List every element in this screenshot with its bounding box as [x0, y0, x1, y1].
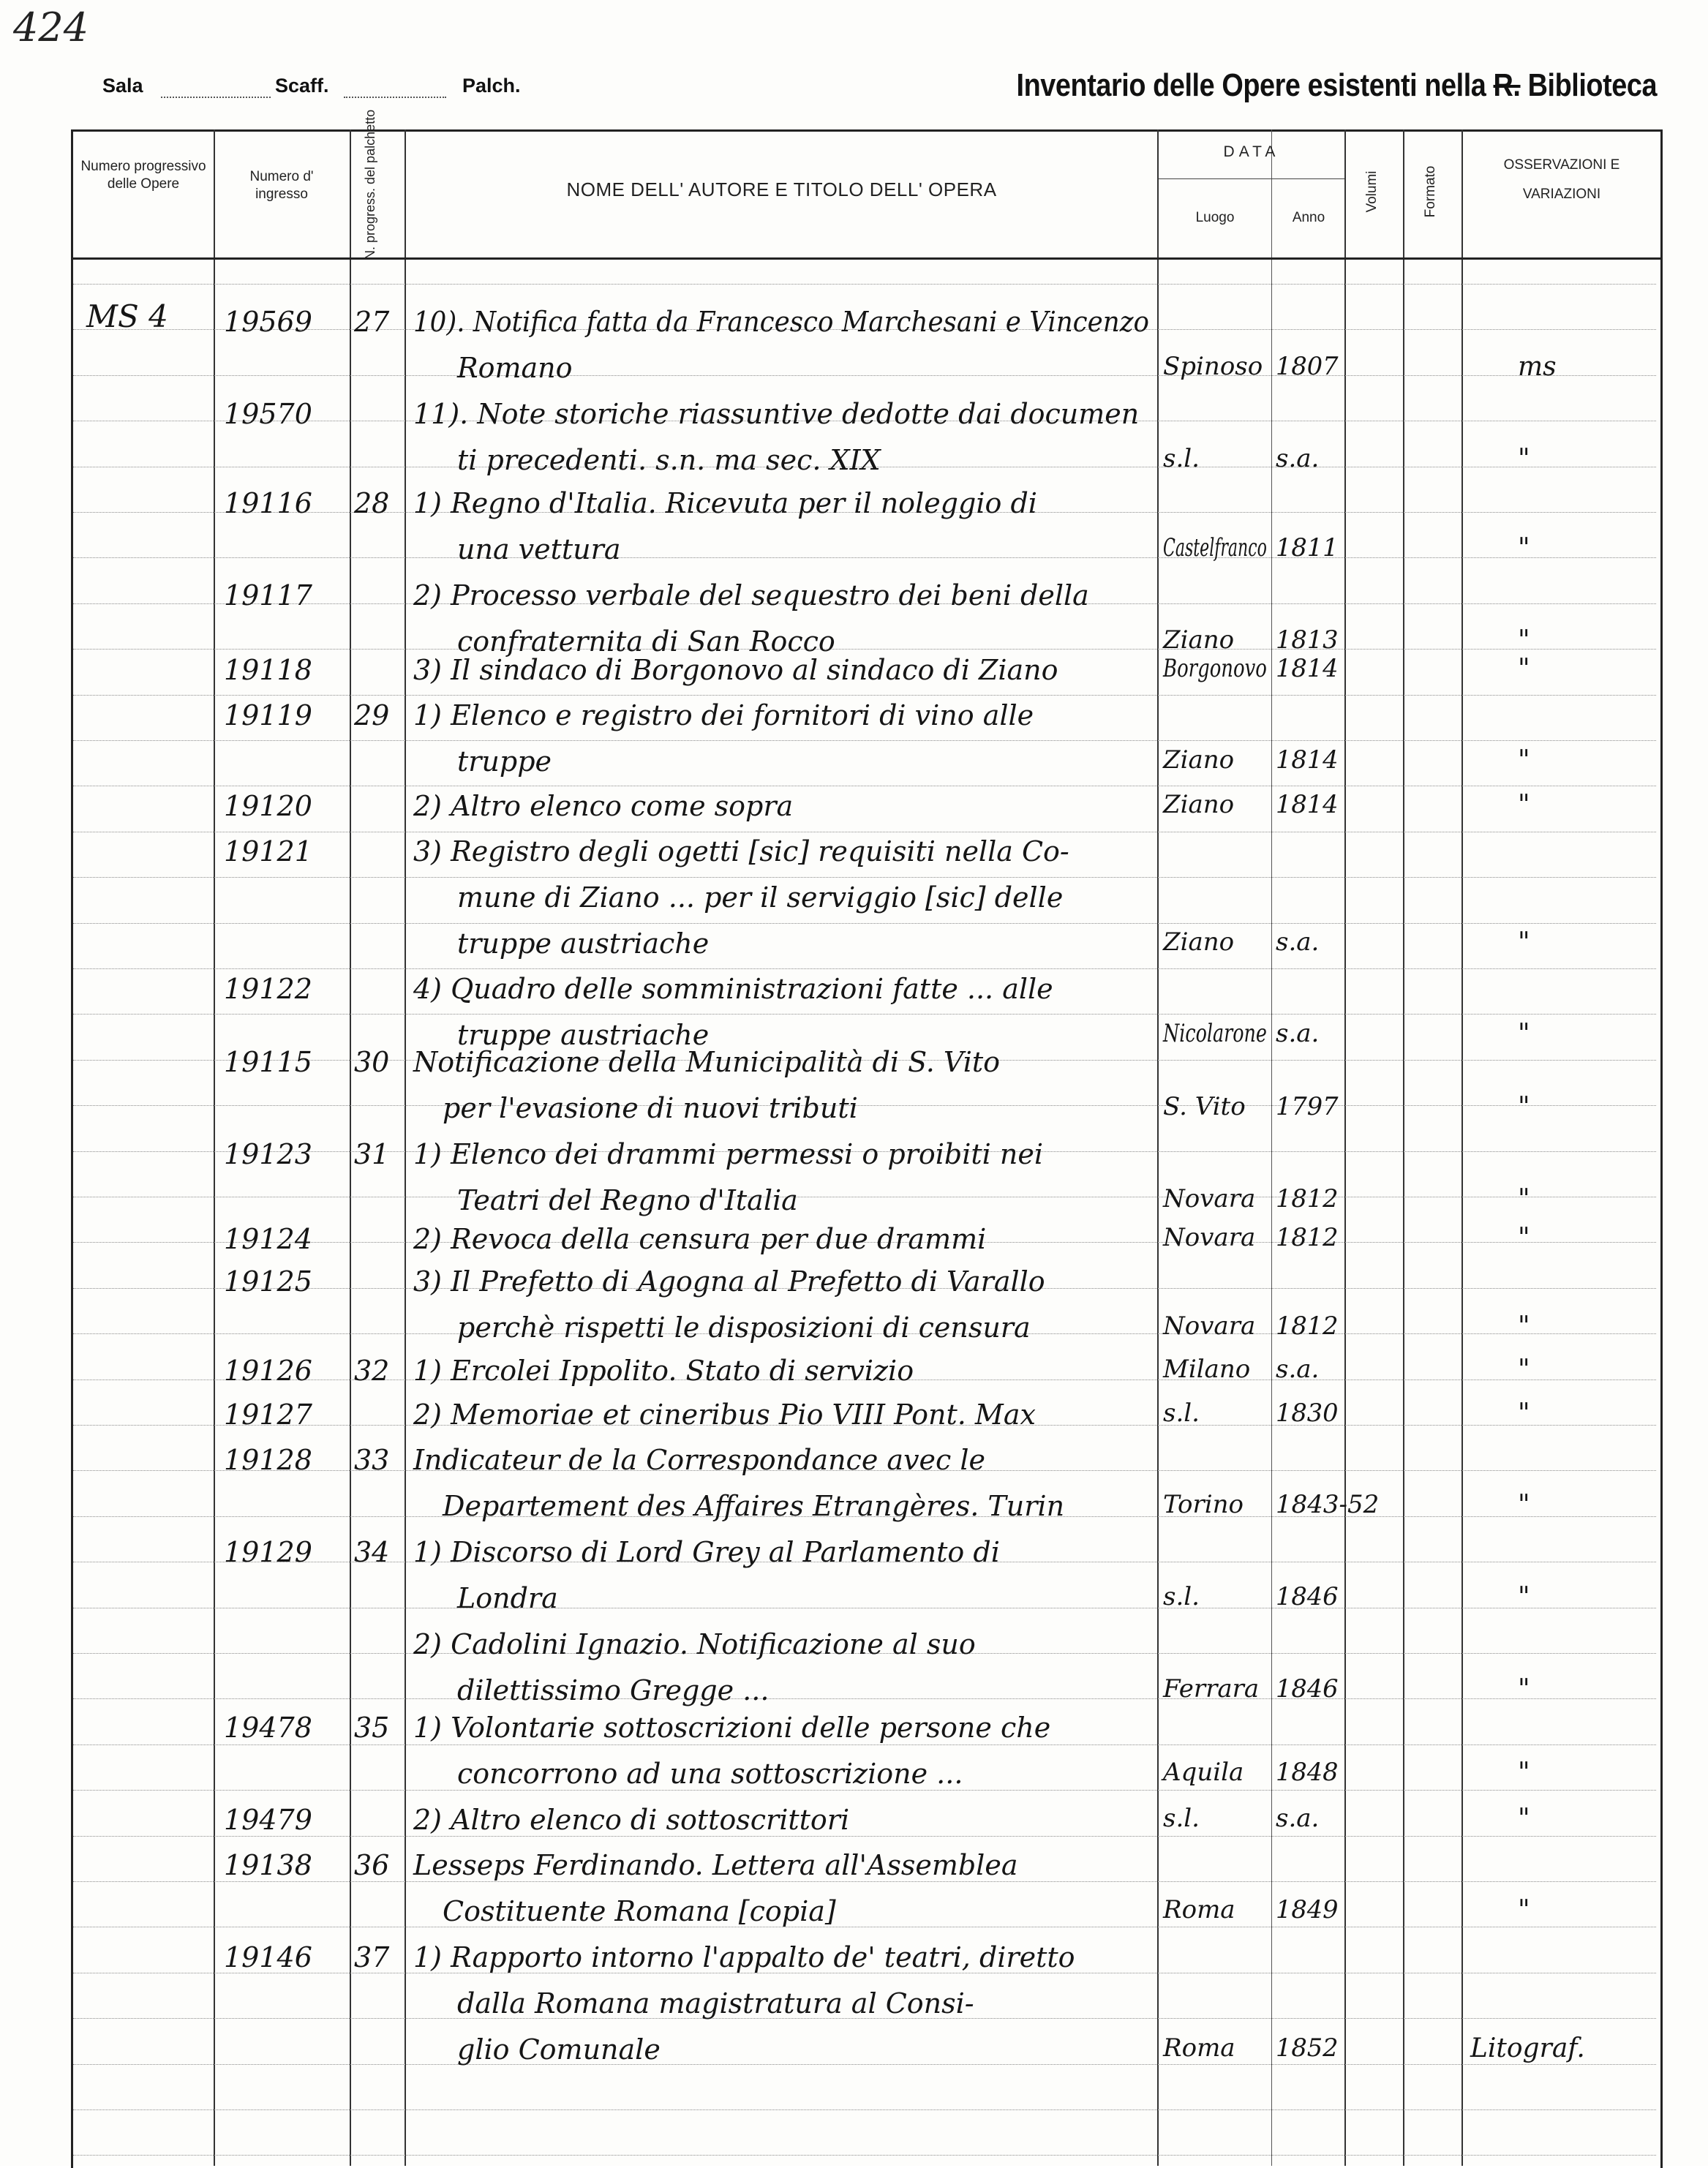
title-line: 2) Cadolini Ignazio. Notificazione al suo — [413, 1628, 976, 1660]
title-line: Lesseps Ferdinando. Lettera all'Assemblea — [413, 1849, 1018, 1881]
observation-value: " — [1518, 444, 1530, 474]
title-struck: R. — [1493, 67, 1521, 103]
col-volumi: Volumi — [1364, 170, 1380, 213]
anno-value: 1852 — [1276, 2033, 1339, 2063]
ruled-line — [73, 284, 1656, 285]
sala-blank — [161, 97, 271, 98]
scaff-label: Scaff. — [275, 75, 329, 97]
ruled-line — [73, 1836, 1656, 1837]
title-part1: Inventario delle Opere esistenti nella — [1016, 67, 1486, 103]
anno-value: 1846 — [1276, 1582, 1339, 1611]
col-luogo: Luogo — [1195, 210, 1235, 225]
ingresso-number: 19478 — [224, 1712, 312, 1744]
title-line: truppe austriache — [457, 927, 710, 960]
observation-value: " — [1518, 1311, 1530, 1341]
header-bottom-rule — [71, 257, 1660, 260]
ruled-line — [73, 740, 1656, 741]
anno-value: 1848 — [1276, 1758, 1339, 1787]
palchetto-number: 30 — [354, 1046, 390, 1078]
col-nome-autore: NOME DELL' AUTORE E TITOLO DELL' OPERA — [566, 178, 997, 200]
title-line: 2) Revoca della censura per due drammi — [413, 1223, 987, 1255]
anno-value: s.a. — [1276, 1355, 1320, 1384]
observation-value: " — [1518, 1582, 1530, 1612]
title-line: concorrono ad una sottoscrizione ... — [457, 1758, 963, 1790]
ruled-line — [73, 1105, 1656, 1106]
ruled-line — [73, 2109, 1656, 2110]
ingresso-number: 19479 — [224, 1804, 312, 1836]
observation-value: " — [1518, 1399, 1530, 1429]
observation-value: Litograf. — [1470, 2033, 1585, 2063]
luogo-value: Nicolarone — [1163, 1019, 1267, 1048]
ruled-line — [73, 1881, 1656, 1882]
data-subheader-rule — [1159, 178, 1344, 179]
ingresso-number: 19125 — [224, 1265, 312, 1298]
observation-value: " — [1518, 1674, 1530, 1704]
anno-value: s.a. — [1276, 1804, 1320, 1833]
ingresso-number: 19569 — [224, 306, 312, 338]
luogo-value: Ziano — [1163, 625, 1235, 655]
anno-value: 1830 — [1276, 1399, 1339, 1428]
column-rule — [214, 129, 215, 2166]
anno-value: s.a. — [1276, 1019, 1320, 1048]
title-line: 1) Volontarie sottoscrizioni delle persone che — [413, 1712, 1051, 1744]
palchetto-number: 29 — [354, 699, 390, 731]
col-progress-palchetto: N. progress. del palchetto — [363, 109, 377, 260]
title-line: 3) Il Prefetto di Agogna al Prefetto di Varallo — [413, 1265, 1045, 1298]
observation-value: " — [1518, 1019, 1530, 1049]
title-line: Notificazione della Municipalità di S. Vito — [413, 1046, 1000, 1078]
luogo-value: s.l. — [1163, 444, 1200, 473]
anno-value: 1814 — [1276, 654, 1339, 683]
anno-value: 1812 — [1276, 1184, 1339, 1213]
anno-value: 1812 — [1276, 1311, 1339, 1341]
ingresso-number: 19122 — [224, 973, 312, 1005]
ingresso-number: 19138 — [224, 1849, 312, 1881]
ingresso-number: 19146 — [224, 1941, 312, 1973]
col-numero-ingresso: Numero d' ingresso — [249, 169, 314, 202]
ruled-line — [73, 1744, 1656, 1745]
col-data: DATA — [1223, 143, 1280, 160]
title-line: 3) Registro degli ogetti [sic] requisiti nella Co- — [413, 835, 1069, 867]
anno-value: 1843-52 — [1276, 1490, 1380, 1519]
title-line: perchè rispetti le disposizioni di censura — [457, 1311, 1031, 1344]
observation-value: " — [1518, 533, 1530, 563]
anno-value: 1814 — [1276, 745, 1339, 775]
title-line: 1) Ercolei Ippolito. Stato di servizio — [413, 1355, 914, 1387]
anno-value: s.a. — [1276, 444, 1320, 473]
ingresso-number: 19126 — [224, 1355, 312, 1387]
title-line: ti precedenti. s.n. ma sec. XIX — [457, 444, 881, 476]
observation-value: " — [1518, 790, 1530, 820]
title-line: 2) Processo verbale del sequestro dei beni della — [413, 579, 1089, 611]
title-line: 1) Regno d'Italia. Ricevuta per il noleggio di — [413, 487, 1037, 519]
ingresso-number: 19124 — [224, 1223, 312, 1255]
luogo-value: Ziano — [1163, 745, 1235, 775]
ruled-line — [73, 1790, 1656, 1791]
ruled-line — [73, 649, 1656, 650]
luogo-value: s.l. — [1163, 1582, 1200, 1611]
title-line: Costituente Romana [copia] — [443, 1895, 836, 1927]
observation-value: " — [1518, 1804, 1530, 1834]
anno-value: 1813 — [1276, 625, 1339, 655]
palchetto-number: 31 — [354, 1138, 390, 1170]
anno-value: 1807 — [1276, 352, 1339, 381]
observation-value: " — [1518, 1223, 1530, 1253]
column-rule — [350, 129, 351, 2166]
title-line: truppe austriache — [457, 1019, 710, 1051]
ingresso-number: 19129 — [224, 1536, 312, 1568]
anno-value: 1814 — [1276, 790, 1339, 819]
anno-value: s.a. — [1276, 927, 1320, 957]
page-title — [1016, 67, 1657, 104]
luogo-value: Ziano — [1163, 927, 1235, 957]
luogo-value: Ferrara — [1163, 1674, 1260, 1704]
luogo-value: Spinoso — [1163, 352, 1263, 381]
luogo-value: Roma — [1163, 1895, 1235, 1924]
luogo-value: s.l. — [1163, 1804, 1200, 1833]
luogo-value: Ziano — [1163, 790, 1235, 819]
title-line: dalla Romana magistratura al Consi- — [457, 1987, 974, 2020]
title-line: 4) Quadro delle somministrazioni fatte ... alle — [413, 973, 1053, 1005]
title-line: una vettura — [457, 533, 621, 565]
observation-value: " — [1518, 654, 1530, 684]
title-line: Romano — [457, 352, 573, 384]
title-line: 2) Memoriae et cineribus Pio VIII Pont. Max — [413, 1399, 1036, 1431]
luogo-value: Milano — [1163, 1355, 1251, 1384]
luogo-value: Borgonovo — [1163, 654, 1267, 683]
column-rule — [1461, 129, 1463, 2166]
title-line: 3) Il sindaco di Borgonovo al sindaco di Ziano — [413, 654, 1058, 686]
luogo-value: s.l. — [1163, 1399, 1200, 1428]
title-line: Teatri del Regno d'Italia — [457, 1184, 798, 1216]
ingresso-number: 19120 — [224, 790, 312, 822]
column-rule — [1403, 129, 1404, 2166]
observation-value: " — [1518, 1184, 1530, 1214]
col-formato: Formato — [1423, 165, 1438, 218]
title-line: truppe — [457, 745, 552, 778]
anno-value: 1812 — [1276, 1223, 1339, 1252]
luogo-value: Torino — [1163, 1490, 1244, 1519]
palchetto-number: 37 — [354, 1941, 390, 1973]
col-numero-progressivo: Numero progressivo delle Opere — [80, 159, 206, 192]
ruled-line — [73, 375, 1656, 376]
observation-value: " — [1518, 745, 1530, 775]
title-line: 11). Note storiche riassuntive dedotte dai documen — [413, 398, 1140, 430]
col-osservazioni: OSSERVAZIONI E VARIAZIONI — [1503, 157, 1620, 202]
column-rule — [1344, 129, 1346, 2166]
luogo-value: S. Vito — [1163, 1092, 1246, 1121]
anno-value: 1797 — [1276, 1092, 1339, 1121]
ingresso-number: 19128 — [224, 1444, 312, 1476]
ingresso-number: 19121 — [224, 835, 312, 867]
observation-value: " — [1518, 1758, 1530, 1788]
ruled-line — [73, 2155, 1656, 2156]
title-line: 1) Rapporto intorno l'appalto de' teatri, diretto — [413, 1941, 1075, 1973]
palchetto-number: 27 — [354, 306, 390, 338]
palchetto-number: 35 — [354, 1712, 390, 1744]
title-line: Londra — [457, 1582, 558, 1614]
palchetto-number: 28 — [354, 487, 390, 519]
palchetto-number: 33 — [354, 1444, 390, 1476]
anno-value: 1846 — [1276, 1674, 1339, 1704]
luogo-value: Aquila — [1163, 1758, 1244, 1787]
title-line: 1) Elenco e registro dei fornitori di vino alle — [413, 699, 1034, 731]
observation-value: ms — [1518, 352, 1557, 382]
ingresso-number: 19116 — [224, 487, 312, 519]
anno-value: 1849 — [1276, 1895, 1339, 1924]
observation-value: " — [1518, 1355, 1530, 1385]
ruled-line — [73, 557, 1656, 558]
title-line: Indicateur de la Correspondance avec le — [413, 1444, 986, 1476]
observation-value: " — [1518, 625, 1530, 655]
ruled-line — [73, 1014, 1656, 1015]
observation-value: " — [1518, 1895, 1530, 1925]
ingresso-number: 19127 — [224, 1399, 312, 1431]
ms-label: MS 4 — [86, 298, 168, 334]
column-rule — [405, 129, 406, 2166]
column-rule — [1157, 129, 1159, 2166]
title-line: 2) Altro elenco come sopra — [413, 790, 794, 822]
observation-value: " — [1518, 927, 1530, 957]
observation-value: " — [1518, 1092, 1530, 1122]
title-line: glio Comunale — [457, 2033, 661, 2066]
ruled-line — [73, 2064, 1656, 2065]
sala-label: Sala — [102, 75, 143, 97]
ingresso-number: 19115 — [224, 1046, 312, 1078]
title-line: 2) Altro elenco di sottoscrittori — [413, 1804, 850, 1836]
palchetto-number: 32 — [354, 1355, 390, 1387]
title-line: dilettissimo Gregge ... — [457, 1674, 770, 1706]
palchetto-number: 34 — [354, 1536, 390, 1568]
luogo-value: Roma — [1163, 2033, 1235, 2063]
ruled-line — [73, 877, 1656, 878]
ruled-line — [73, 695, 1656, 696]
palchetto-number: 36 — [354, 1849, 390, 1881]
ruled-line — [73, 968, 1656, 969]
luogo-value: Novara — [1163, 1311, 1256, 1341]
title-line: mune di Ziano ... per il serviggio [sic] delle — [457, 881, 1064, 914]
ingresso-number: 19123 — [224, 1138, 312, 1170]
ruled-line — [73, 1698, 1656, 1699]
title-line: per l'evasione di nuovi tributi — [443, 1092, 858, 1124]
palch-label: Palch. — [462, 75, 521, 97]
page-corner-mark: 424 — [13, 4, 89, 50]
anno-value: 1811 — [1276, 533, 1339, 562]
column-rule — [1271, 129, 1272, 2166]
title-line: 1) Elenco dei drammi permessi o proibiti nei — [413, 1138, 1043, 1170]
title-line: 1) Discorso di Lord Grey al Parlamento di — [413, 1536, 1000, 1568]
observation-value: " — [1518, 1490, 1530, 1520]
title-part2: Biblioteca — [1527, 67, 1657, 103]
ruled-line — [73, 923, 1656, 924]
ingresso-number: 19119 — [224, 699, 312, 731]
luogo-value: Novara — [1163, 1223, 1256, 1252]
scaff-blank — [344, 97, 446, 98]
luogo-value: Castelfranco — [1163, 533, 1267, 562]
title-line: Departement des Affaires Etrangères. Turin — [443, 1490, 1065, 1522]
ingresso-number: 19570 — [224, 398, 312, 430]
ingresso-number: 19117 — [224, 579, 312, 611]
title-line: 10). Notifica fatta da Francesco Marchesani e Vincenzo — [413, 306, 1149, 338]
ingresso-number: 19118 — [224, 654, 312, 686]
col-anno: Anno — [1292, 210, 1325, 225]
title-line: confraternita di San Rocco — [457, 625, 835, 658]
luogo-value: Novara — [1163, 1184, 1256, 1213]
